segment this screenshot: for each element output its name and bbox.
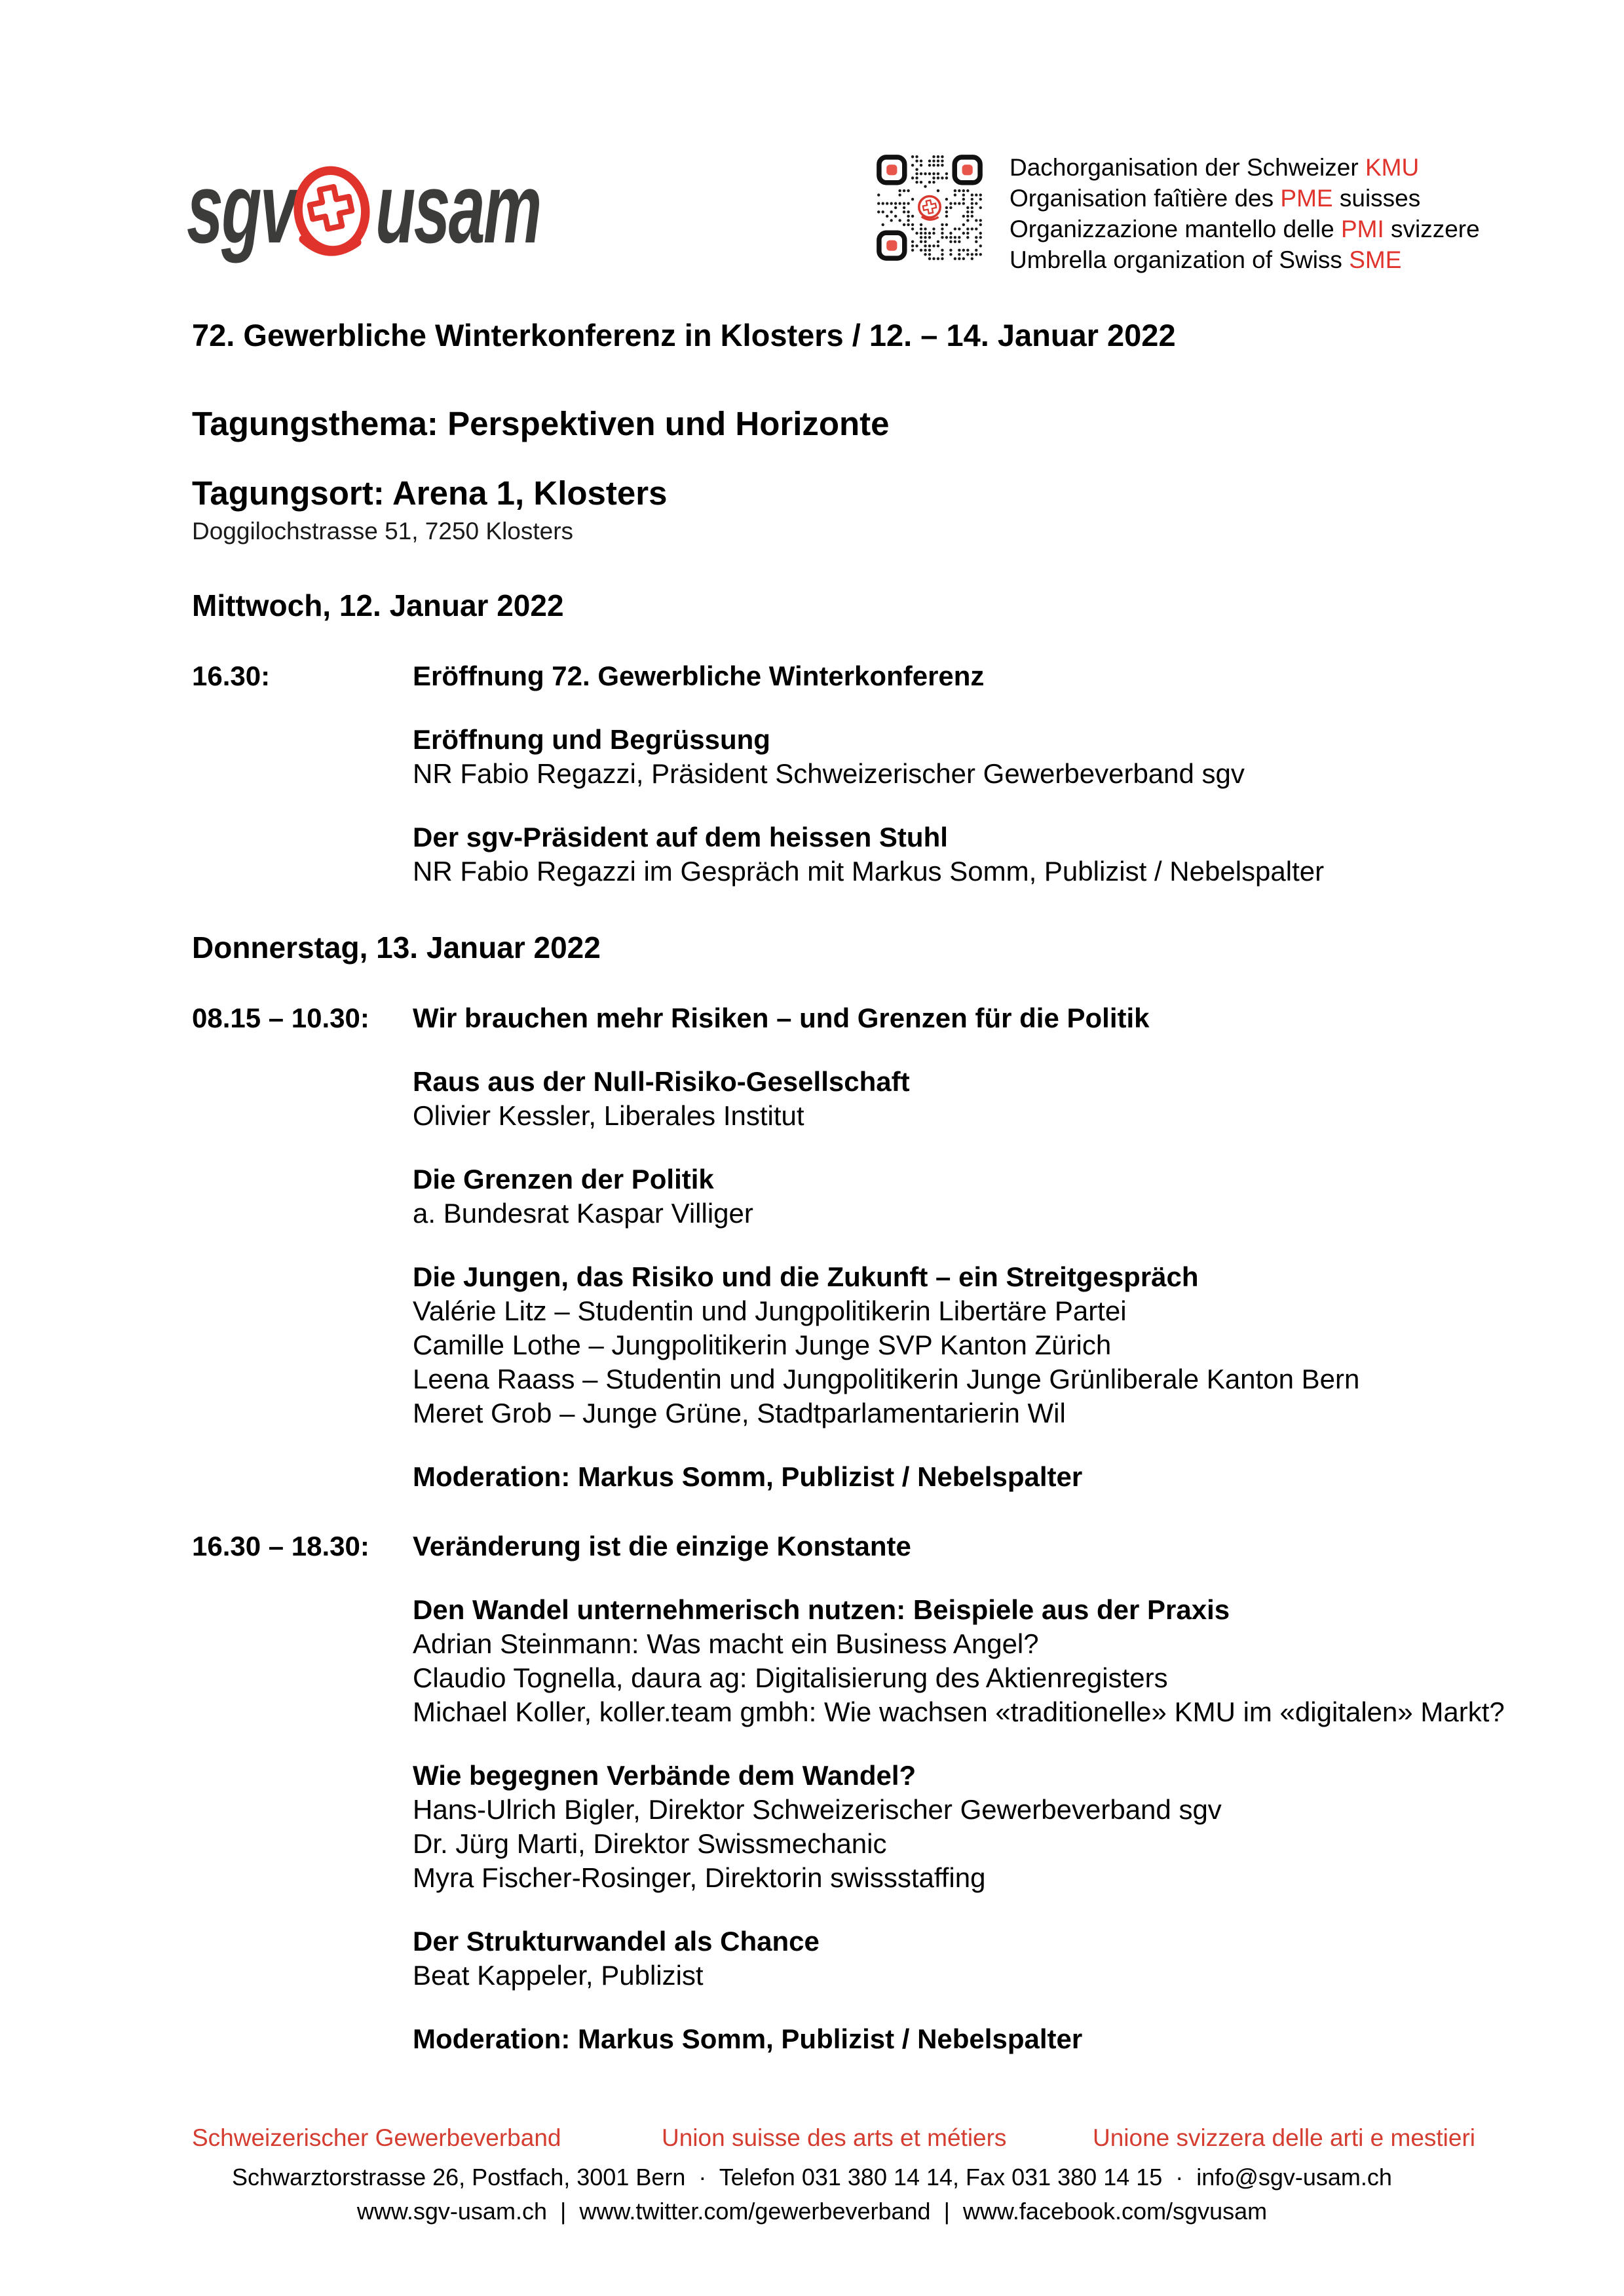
org-description-text: Organisation faîtière des: [1010, 185, 1281, 212]
session-time: 16.30 – 18.30:: [192, 1531, 369, 1561]
footer-org: Union suisse des arts et métiers: [662, 2124, 1007, 2151]
footer-org: Schweizerischer Gewerbeverband: [192, 2124, 561, 2151]
footer-organizations: [0, 2123, 1624, 2153]
org-description-text: suisses: [1332, 185, 1421, 212]
org-acronym: PMI: [1340, 216, 1384, 242]
agenda-item-title: Moderation: Markus Somm, Publizist / Nebelspalter: [413, 2023, 1083, 2054]
session-row: [192, 659, 1574, 693]
agenda-item-title: Raus aus der Null-Risiko-Gesellschaft: [413, 1066, 910, 1097]
agenda-item-title: Die Jungen, das Risiko und die Zukunft – ein Streitgespräch: [413, 1261, 1199, 1292]
session-row: [192, 1529, 1574, 1563]
agenda-item-title: Moderation: Markus Somm, Publizist / Nebelspalter: [413, 1461, 1083, 1492]
agenda-item-line: Hans-Ulrich Bigler, Direktor Schweizerischer Gewerbeverband sgv: [413, 1794, 1222, 1825]
day-heading: Donnerstag, 13. Januar 2022: [192, 930, 601, 965]
conference-theme: Tagungsthema: Perspektiven und Horizonte: [192, 405, 890, 442]
agenda-item: [413, 1460, 1574, 1494]
logo-text-sgv: sgv: [187, 153, 295, 264]
day-heading: Mittwoch, 12. Januar 2022: [192, 588, 564, 622]
agenda-item-line: Olivier Kessler, Liberales Institut: [413, 1100, 804, 1131]
org-description-text: svizzere: [1384, 216, 1480, 242]
agenda-item-title: Eröffnung und Begrüssung: [413, 724, 770, 755]
agenda-item-line: Leena Raass – Studentin und Jungpolitikerin Junge Grünliberale Kanton Bern: [413, 1364, 1360, 1394]
agenda-item: [413, 1593, 1574, 1729]
agenda-item-line: Meret Grob – Junge Grüne, Stadtparlamentarierin Wil: [413, 1398, 1066, 1428]
agenda-item-line: NR Fabio Regazzi, Präsident Schweizerischer Gewerbeverband sgv: [413, 758, 1245, 789]
session-time: 08.15 – 10.30:: [192, 1003, 369, 1033]
session-items: [413, 723, 1574, 889]
org-descriptions: [1010, 152, 1480, 275]
session-items: [413, 1593, 1574, 2056]
agenda-item: [413, 1065, 1574, 1133]
agenda-item: [413, 723, 1574, 791]
agenda-item: [413, 1759, 1574, 1895]
session-items: [413, 1065, 1574, 1494]
agenda-item: [413, 1162, 1574, 1231]
session-title: Wir brauchen mehr Risiken – und Grenzen für die Politik: [413, 1003, 1150, 1033]
agenda-item-line: Michael Koller, koller.team gmbh: Wie wachsen «traditionelle» KMU im «digitalen» Markt?: [413, 1696, 1505, 1727]
session-title: Veränderung ist die einzige Konstante: [413, 1531, 911, 1561]
qr-code: [877, 155, 983, 261]
agenda-item-title: Den Wandel unternehmerisch nutzen: Beispiele aus der Praxis: [413, 1594, 1230, 1625]
agenda-item-line: Myra Fischer-Rosinger, Direktorin swissstaffing: [413, 1862, 986, 1893]
org-acronym: SME: [1349, 246, 1402, 273]
agenda-item: [413, 820, 1574, 889]
agenda-item: [413, 2022, 1574, 2056]
session-time: 16.30:: [192, 660, 271, 691]
org-description-line: [1010, 214, 1480, 244]
agenda-item-line: Camille Lothe – Jungpolitikerin Junge SVP Kanton Zürich: [413, 1330, 1112, 1360]
session-title: Eröffnung 72. Gewerbliche Winterkonferenz: [413, 660, 985, 691]
agenda-item: [413, 1924, 1574, 1993]
org-description-line: [1010, 183, 1480, 214]
org-description-line: [1010, 152, 1480, 183]
agenda-item-title: Der sgv-Präsident auf dem heissen Stuhl: [413, 822, 948, 852]
venue-address: Doggilochstrasse 51, 7250 Klosters: [192, 518, 574, 545]
agenda-item-line: Adrian Steinmann: Was macht ein Business Angel?: [413, 1628, 1039, 1659]
agenda-item-line: Valérie Litz – Studentin und Jungpolitikerin Libertäre Partei: [413, 1295, 1127, 1326]
footer-org: Unione svizzera delle arti e mestieri: [1093, 2124, 1476, 2151]
agenda-item-line: a. Bundesrat Kaspar Villiger: [413, 1198, 753, 1229]
conference-venue: Tagungsort: Arena 1, Klosters: [192, 474, 668, 512]
org-acronym: PME: [1280, 185, 1333, 212]
agenda-item-line: NR Fabio Regazzi im Gespräch mit Markus Somm, Publizist / Nebelspalter: [413, 856, 1325, 887]
footer-address: Schwarztorstrasse 26, Postfach, 3001 Bern · Telefon 031 380 14 14, Fax 031 380 14 15 · info@sgv-usam.ch: [232, 2164, 1392, 2191]
org-description-text: Organizzazione mantello delle: [1010, 216, 1341, 242]
agenda-item: [413, 1260, 1574, 1430]
session-row: [192, 1001, 1574, 1035]
org-description-text: Umbrella organization of Swiss: [1010, 246, 1350, 273]
agenda-item-line: Claudio Tognella, daura ag: Digitalisierung des Aktienregisters: [413, 1662, 1168, 1693]
org-description-text: Dachorganisation der Schweizer: [1010, 154, 1365, 181]
agenda-item-title: Die Grenzen der Politik: [413, 1164, 714, 1195]
agenda-item-line: Dr. Jürg Marti, Direktor Swissmechanic: [413, 1828, 887, 1859]
agenda-item-line: Beat Kappeler, Publizist: [413, 1960, 704, 1991]
org-description-line: [1010, 244, 1480, 275]
swiss-cross-at-icon: [290, 163, 370, 265]
program-content: [192, 308, 1574, 2056]
schedule: [192, 587, 1574, 2056]
footer-web-links: www.sgv-usam.ch | www.twitter.com/gewerbeverband | www.facebook.com/sgvusam: [356, 2198, 1268, 2225]
agenda-item-title: Wie begegnen Verbände dem Wandel?: [413, 1760, 916, 1791]
org-acronym: KMU: [1365, 154, 1420, 181]
logo-text-usam: usam: [375, 153, 540, 264]
agenda-item-title: Der Strukturwandel als Chance: [413, 1926, 820, 1957]
conference-title: 72. Gewerbliche Winterkonferenz in Klosters / 12. – 14. Januar 2022: [192, 318, 1176, 353]
